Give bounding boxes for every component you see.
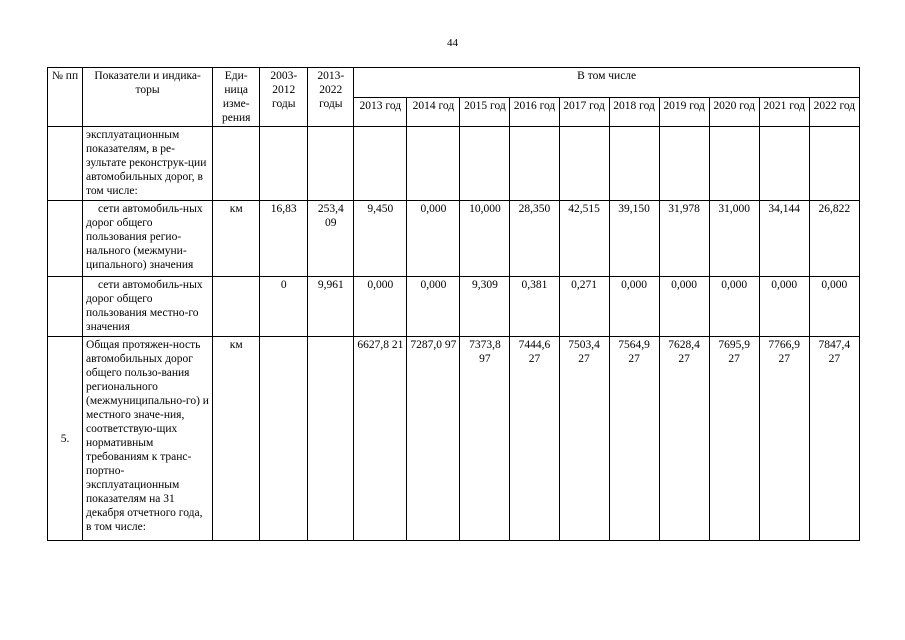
- row-value: 31,000: [709, 201, 759, 277]
- row-value: [759, 127, 809, 201]
- row-period1: 0: [260, 277, 308, 337]
- row-indicator: сети автомобиль-ных дорог общего пользования регио-нального (межмуни-ципального) значения: [83, 201, 213, 277]
- row-unit: км: [213, 337, 260, 541]
- header-year: 2016 год: [510, 97, 559, 127]
- row-period2: 9,961: [308, 277, 354, 337]
- row-value: 0,000: [407, 277, 460, 337]
- row-value: [460, 127, 510, 201]
- header-year: 2020 год: [709, 97, 759, 127]
- page-number: 44: [447, 37, 458, 49]
- row-value: 0,000: [759, 277, 809, 337]
- row-unit: км: [213, 201, 260, 277]
- table-row: [48, 337, 860, 541]
- row-value: [659, 127, 709, 201]
- row-value: 9,450: [354, 201, 407, 277]
- row-period1: [260, 337, 308, 541]
- row-indicator: эксплуатационным показателям, в ре-зультате реконструк-ции автомобильных дорог, в том числе:: [83, 127, 213, 201]
- row-value: 7373,8 97: [460, 337, 510, 541]
- row-value: 7847,4 27: [809, 337, 859, 541]
- header-year: 2017 год: [559, 97, 609, 127]
- header-year: 2021 год: [759, 97, 809, 127]
- row-value: 31,978: [659, 201, 709, 277]
- row-value: 0,381: [510, 277, 559, 337]
- row-indicator: Общая протяжен-ность автомобильных дорог общего пользо-вания регионального (межмуниципально-го) и местного значе-ния, соответствую-щих нормативным требованиям к транс-портно-эксплуатационным показателям на 31 декабря отчетного года, в том числе:: [83, 337, 213, 541]
- row-period1: [260, 127, 308, 201]
- header-year: 2014 год: [407, 97, 460, 127]
- row-value: 7564,9 27: [609, 337, 659, 541]
- indicators-table: [47, 67, 860, 541]
- row-value: 34,144: [759, 201, 809, 277]
- row-value: 0,000: [407, 201, 460, 277]
- row-value: 0,271: [559, 277, 609, 337]
- header-year: 2022 год: [809, 97, 859, 127]
- row-value: 39,150: [609, 201, 659, 277]
- row-unit: [213, 277, 260, 337]
- row-value: 7695,9 27: [709, 337, 759, 541]
- row-value: [354, 127, 407, 201]
- header-unit: Еди-ница изме-рения: [213, 68, 260, 127]
- row-period2: [308, 127, 354, 201]
- header-period-2003-2012: 2003-2012 годы: [260, 68, 308, 127]
- row-value: 7444,6 27: [510, 337, 559, 541]
- row-value: 9,309: [460, 277, 510, 337]
- row-num: [48, 127, 83, 201]
- row-value: 7766,9 27: [759, 337, 809, 541]
- header-num: № пп: [48, 68, 83, 127]
- row-value: [559, 127, 609, 201]
- row-value: 10,000: [460, 201, 510, 277]
- row-unit: [213, 127, 260, 201]
- row-value: [709, 127, 759, 201]
- row-value: [809, 127, 859, 201]
- row-value: [609, 127, 659, 201]
- row-value: 6627,8 21: [354, 337, 407, 541]
- table-row: [48, 201, 860, 277]
- row-value: 0,000: [709, 277, 759, 337]
- row-value: 7287,0 97: [407, 337, 460, 541]
- row-value: 0,000: [609, 277, 659, 337]
- table-row: [48, 127, 860, 201]
- header-indicator: Показатели и индика-торы: [83, 68, 213, 127]
- row-indicator: сети автомобиль-ных дорог общего пользования местно-го значения: [83, 277, 213, 337]
- row-num: [48, 277, 83, 337]
- header-year: 2015 год: [460, 97, 510, 127]
- header-year: 2019 год: [659, 97, 709, 127]
- row-value: 42,515: [559, 201, 609, 277]
- row-value: [510, 127, 559, 201]
- header-year: 2013 год: [354, 97, 407, 127]
- row-value: 0,000: [354, 277, 407, 337]
- row-value: [407, 127, 460, 201]
- row-value: 7503,4 27: [559, 337, 609, 541]
- header-period-2013-2022: 2013-2022 годы: [308, 68, 354, 127]
- header-year: 2018 год: [609, 97, 659, 127]
- row-value: 7628,4 27: [659, 337, 709, 541]
- row-period2: [308, 337, 354, 541]
- table-row: [48, 277, 860, 337]
- row-value: 0,000: [659, 277, 709, 337]
- row-period1: 16,83: [260, 201, 308, 277]
- header-row-top: [48, 68, 860, 98]
- row-num: [48, 201, 83, 277]
- row-value: 0,000: [809, 277, 859, 337]
- row-period2: 253,4 09: [308, 201, 354, 277]
- row-value: 28,350: [510, 201, 559, 277]
- row-num: 5.: [48, 337, 83, 541]
- row-value: 26,822: [809, 201, 859, 277]
- header-including: В том числе: [354, 68, 860, 98]
